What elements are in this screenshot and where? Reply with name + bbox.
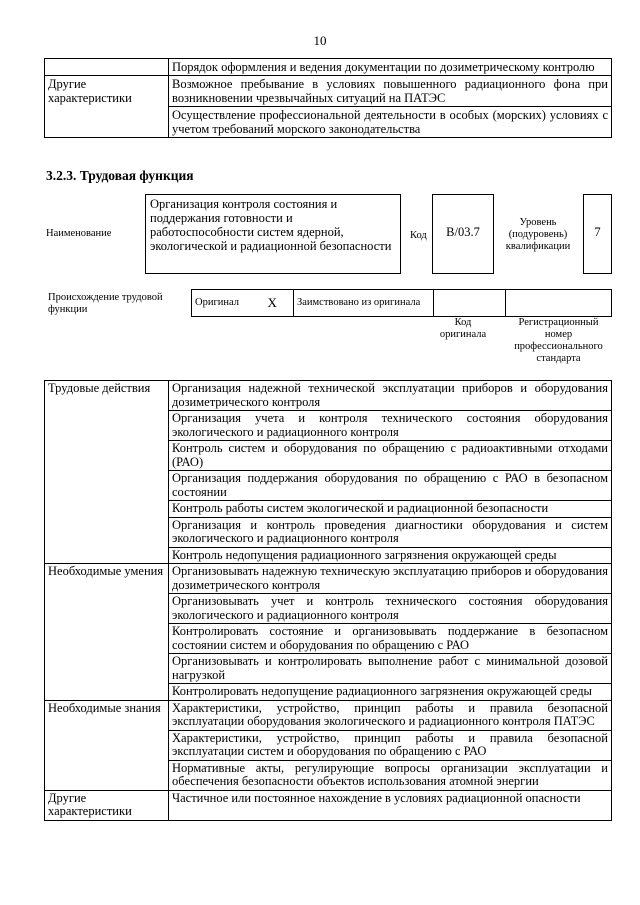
level-label: Уровень (подуровень) квалификации [505,217,571,252]
list-item: Контроль работы систем экологической и радиационной безопасности [169,501,612,518]
list-item: Контролировать недопущение радиационного загрязнения окружающей среды [169,684,612,701]
row-label: Другие характеристики [45,76,169,138]
group-label: Необходимые знания [45,700,169,790]
list-item: Частичное или постоянное нахождение в условиях радиационной опасности [169,790,612,820]
list-item: Характеристики, устройство, принцип работы и правила безопасной эксплуатации систем и оборудования по обращению с РАО [169,730,612,760]
list-item: Организовывать и контролировать выполнение работ с минимальной дозовой нагрузкой [169,654,612,684]
row-text: Возможное пребывание в условиях повышенного радиационного фона при возникновении чрезвычайных ситуаций на ПАТЭС [169,76,612,107]
list-item: Контролировать состояние и организовывать поддержание в безопасном состоянии систем и оборудования по обращению с РАО [169,624,612,654]
row-text: Порядок оформления и ведения документации по дозиметрическому контролю [169,59,612,76]
group-label: Другие характеристики [45,790,169,820]
code-original-label: Код оригинала [439,317,487,340]
function-details-table [44,380,612,821]
code-label: Код [410,230,427,241]
page-number: 10 [313,33,327,48]
list-item: Организовывать учет и контроль технического состояния оборудования экологического и радиационного контроля [169,594,612,624]
row-label-empty [45,59,169,76]
origin-label: Происхождение трудовой функции [48,292,163,315]
list-item: Организация и контроль проведения диагностики оборудования и систем экологического и радиационного контроля [169,517,612,547]
group-label: Трудовые действия [45,381,169,564]
list-item: Организация учета и контроля технического состояния оборудования экологического и радиационного контроля [169,411,612,441]
list-item: Нормативные акты, регулирующие вопросы организации эксплуатации и обеспечения безопасности объектов использования атомной энергии [169,760,612,790]
group-label: Необходимые умения [45,564,169,701]
original-mark: X [252,290,294,317]
section-title: 3.2.3. Трудовая функция [46,168,194,183]
name-label: Наименование [46,228,112,239]
list-item: Контроль систем и оборудования по обращению с радиоактивными отходами (РАО) [169,441,612,471]
list-item: Характеристики, устройство, принцип работы и правила безопасной эксплуатации оборудования экологического и радиационного контроля ПАТЭС [169,700,612,730]
top-characteristics-table [44,58,612,138]
borrowed-label: Заимствовано из оригинала [294,290,434,317]
qualification-level: 7 [583,194,612,274]
function-name: Организация контроля состояния и поддержания готовности и работоспособности систем ядерной, экологической и радиационной безопасности [145,194,401,274]
list-item: Организация надежной технической эксплуатации приборов и оборудования дозиметрического контроля [169,381,612,411]
list-item: Организовывать надежную техническую эксплуатацию приборов и оборудования дозиметрического контроля [169,564,612,594]
row-text: Осуществление профессиональной деятельности в особых (морских) условиях с учетом требований морского законодательства [169,107,612,138]
origin-table [191,289,612,317]
reg-number-cell [506,290,612,317]
list-item: Организация поддержания оборудования по обращению с РАО в безопасном состоянии [169,471,612,501]
code-original-cell [434,290,506,317]
original-label: Оригинал [192,290,252,317]
table-row [45,76,612,107]
table-row [45,59,612,76]
function-code: B/03.7 [432,194,494,274]
list-item: Контроль недопущения радиационного загрязнения окружающей среды [169,547,612,564]
reg-number-label: Регистрационный номер профессионального стандарта [514,317,603,364]
